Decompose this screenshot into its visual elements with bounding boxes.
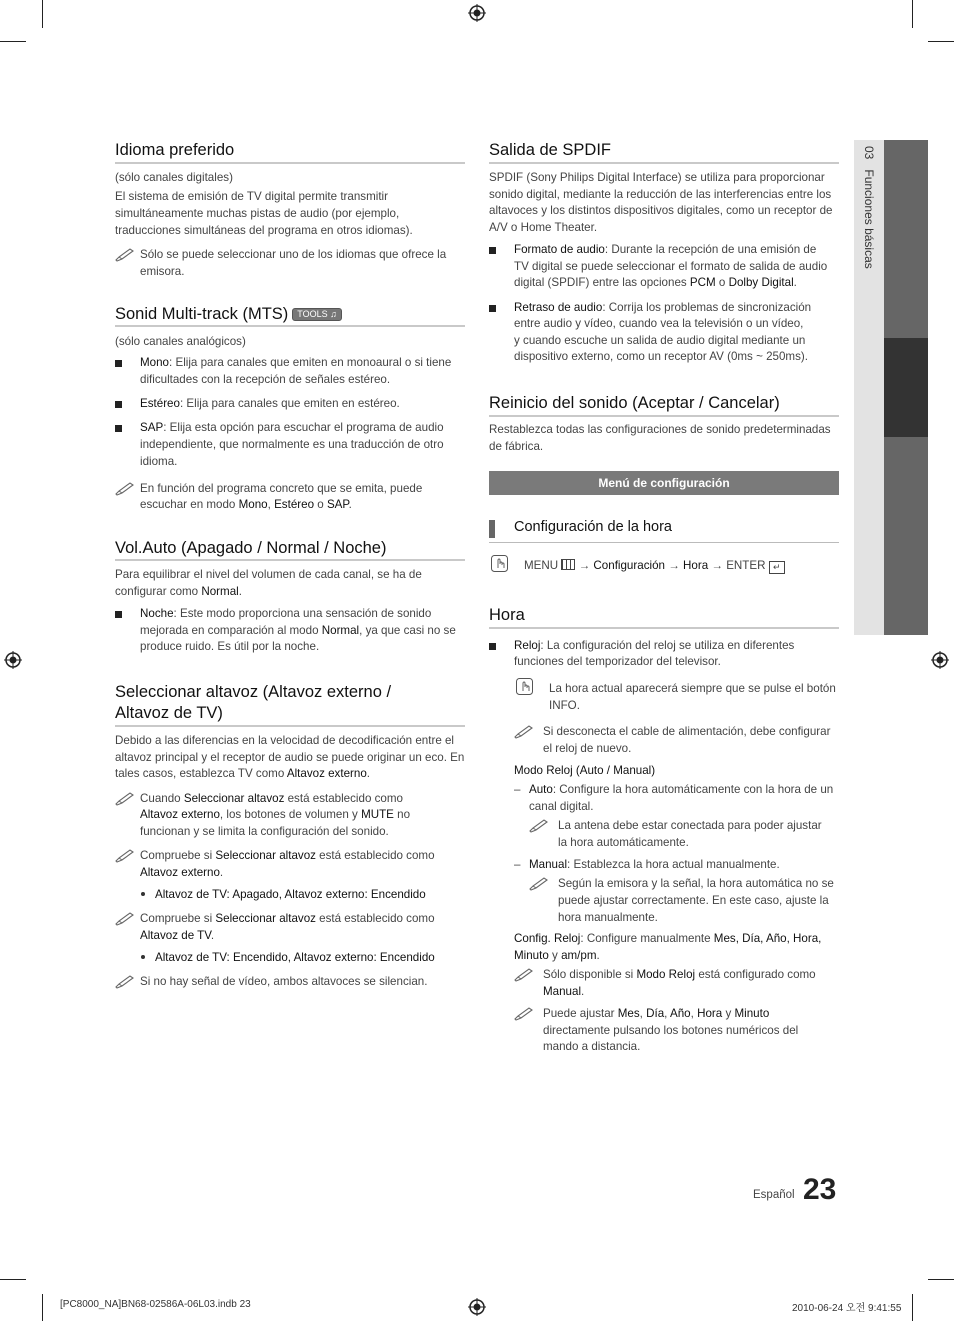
list-item-line: independiente, que normalmente es una traducción de otro <box>140 438 444 451</box>
bullet-icon <box>489 643 496 650</box>
list-item-line: funciones del temporizador del televisor. <box>514 655 721 668</box>
list-item: Noche: Este modo proporciona una sensación de sonido <box>140 607 432 620</box>
bullet-icon <box>115 360 122 367</box>
note-pencil-icon <box>115 248 135 262</box>
list-item: Reloj: La configuración del reloj se utiliza en diferentes <box>514 639 795 652</box>
registration-mark-icon <box>931 651 949 669</box>
bullet-icon <box>489 305 496 312</box>
tools-badge: TOOLS ♫ <box>292 308 342 321</box>
section-title-volauto: Vol.Auto (Apagado / Normal / Noche) <box>115 539 387 557</box>
list-item-line: digital (SPDIF) entre las opciones PCM o Dolby Digital. <box>514 276 797 289</box>
section-title-altavoz-cont: Altavoz de TV) <box>115 704 223 722</box>
section-rule <box>115 325 465 327</box>
section-title-mts: Sonid Multi-track (MTS) TOOLS ♫ <box>115 304 342 324</box>
note-line: Puede ajustar Mes, Día, Año, Hora y Minuto <box>543 1007 770 1020</box>
note-line: Cuando Seleccionar altavoz está establecido como <box>140 792 403 805</box>
body-line: altavoz principal y el receptor de audio se puede originar un eco. En <box>115 751 465 764</box>
body-line: sonido digital, mediante la reducción de las interferencias entre los <box>489 188 832 201</box>
list-item: Retraso de audio: Corrija los problemas de sincronización <box>514 301 812 314</box>
list-item: SAP: Elija esta opción para escuchar el programa de audio <box>140 421 444 434</box>
note-line: Altavoz externo, los botones de volumen y MUTE no <box>140 808 411 821</box>
footer-language: Español <box>753 1189 795 1201</box>
note-line: emisora. <box>140 265 185 278</box>
note-line: funcionan y se limita la configuración del sonido. <box>140 825 389 838</box>
list-item-line: dificultades con la recepción de señales estéreo. <box>140 373 391 386</box>
enter-icon: ↵ <box>769 561 785 574</box>
page-number: 23 <box>803 1173 837 1206</box>
dot-bullet-icon <box>141 955 145 959</box>
menu-icon <box>561 559 575 570</box>
subsection-marker <box>489 520 495 538</box>
note-line: hora manualmente. <box>558 911 658 924</box>
list-item-line: entre audio y vídeo, cuando vea la televisión o un vídeo, <box>514 317 804 330</box>
section-title-spdif: Salida de SPDIF <box>489 141 611 159</box>
crop-mark <box>0 41 26 42</box>
bullet-icon <box>115 611 122 618</box>
body-line: altavoces y los distintos dispositivos digitales, como un receptor de <box>489 204 833 217</box>
section-rule <box>489 542 839 543</box>
note-line: En función del programa concreto que se emita, puede <box>140 482 423 495</box>
print-slug-date: 2010-06-24 오전 9:41:55 <box>792 1303 902 1314</box>
hand-note-line: INFO. <box>549 699 580 712</box>
body-line: A/V o Home Theater. <box>489 221 598 234</box>
hand-touch-icon <box>516 678 533 695</box>
note-line: la hora automáticamente. <box>558 836 689 849</box>
crop-mark <box>912 0 913 28</box>
side-tab-block <box>884 140 928 338</box>
note-pencil-icon <box>115 849 135 863</box>
body-line: de fábrica. <box>489 440 544 453</box>
note-pencil-icon <box>514 1007 534 1021</box>
crop-mark <box>42 1294 43 1321</box>
section-title-idioma: Idioma preferido <box>115 141 235 159</box>
hand-note-line: La hora actual aparecerá siempre que se pulse el botón <box>549 682 836 695</box>
note-pencil-icon <box>514 968 534 982</box>
crop-mark <box>42 0 43 28</box>
note-line: Manual. <box>543 985 585 998</box>
crop-mark <box>0 1279 26 1280</box>
registration-mark-icon <box>4 651 22 669</box>
dash-bullet: – <box>514 783 521 796</box>
note-pencil-icon <box>529 819 549 833</box>
section-rule <box>489 415 839 417</box>
list-item: Estéreo: Elija para canales que emiten en estéreo. <box>140 397 400 410</box>
body-line: El sistema de emisión de TV digital permite transmitir <box>115 190 388 203</box>
body-line: simultáneamente muchas pistas de audio (por ejemplo, <box>115 207 400 220</box>
list-item-line: y cuando escuche un salida de audio digital mediante un <box>514 334 806 347</box>
note-line: escuchar en modo Mono, Estéreo o SAP. <box>140 498 352 511</box>
note-line: Según la emisora y la señal, la hora automática no se <box>558 877 834 890</box>
note-line: Compruebe si Seleccionar altavoz está establecido como <box>140 849 435 862</box>
note-pencil-icon <box>115 975 135 989</box>
note-line: Si no hay señal de vídeo, ambos altavoces se silencian. <box>140 975 428 988</box>
note-pencil-icon <box>115 912 135 926</box>
note-line: Si desconecta el cable de alimentación, debe configurar <box>543 725 831 738</box>
dot-item: Altavoz de TV: Encendido, Altavoz externo: Encendido <box>155 951 435 964</box>
note-line: Compruebe si Seleccionar altavoz está establecido como <box>140 912 435 925</box>
scope-text: (sólo canales analógicos) <box>115 335 246 348</box>
bullet-icon <box>489 247 496 254</box>
body-line: tales casos, establezca TV como Altavoz externo. <box>115 767 371 780</box>
crop-mark <box>928 41 954 42</box>
list-item-line: TV digital se puede seleccionar el formato de salida de audio <box>514 260 828 273</box>
note-line: Sólo disponible si Modo Reloj está configurado como <box>543 968 816 981</box>
list-item: Manual: Establezca la hora actual manualmente. <box>529 858 780 871</box>
subheading: Modo Reloj (Auto / Manual) <box>514 764 656 777</box>
config-reloj-line: Config. Reloj: Configure manualmente Mes, Día, Año, Hora, <box>514 932 822 945</box>
body-line: Para equilibrar el nivel del volumen de cada canal, se ha de <box>115 568 422 581</box>
body-line: configurar como Normal. <box>115 585 242 598</box>
note-line: La antena debe estar conectada para poder ajustar <box>558 819 822 832</box>
note-pencil-icon <box>115 482 135 496</box>
list-item-line: mejorada en comparación al modo Normal, ya que casi no se <box>140 624 456 637</box>
body-line: SPDIF (Sony Philips Digital Interface) se utiliza para proporcionar <box>489 171 825 184</box>
body-line: Debido a las diferencias en la velocidad de decodificación entre el <box>115 734 455 747</box>
list-item: Auto: Configure la hora automáticamente con la hora de un <box>529 783 834 796</box>
section-rule <box>115 725 465 727</box>
note-line: el reloj de nuevo. <box>543 742 632 755</box>
dot-item: Altavoz de TV: Apagado, Altavoz externo: Encendido <box>155 888 426 901</box>
section-rule <box>115 162 465 164</box>
hand-touch-icon <box>491 555 508 572</box>
note-pencil-icon <box>529 877 549 891</box>
body-line: Restablezca todas las configuraciones de sonido predeterminadas <box>489 423 831 436</box>
list-item-line: produce ruido. Es útil por la noche. <box>140 640 320 653</box>
note-line: Altavoz externo. <box>140 866 224 879</box>
section-rule <box>489 627 839 629</box>
scope-text: (sólo canales digitales) <box>115 171 233 184</box>
section-rule <box>115 559 465 561</box>
note-line: Altavoz de TV. <box>140 929 215 942</box>
side-tab-active-block <box>884 338 928 437</box>
side-tab-label: 03 Funciones básicas <box>862 146 876 269</box>
note-pencil-icon <box>514 725 534 739</box>
crop-mark <box>928 1279 954 1280</box>
note-line: puede ajustar correctamente. En este caso, ajuste la <box>558 894 829 907</box>
print-slug-file: [PC8000_NA]BN68-02586A-06L03.indb 23 <box>60 1299 251 1310</box>
list-item-line: idioma. <box>140 455 178 468</box>
list-item-line: canal digital. <box>529 800 594 813</box>
crop-mark <box>912 1294 913 1321</box>
section-title-hora: Hora <box>489 606 525 624</box>
note-line: Sólo se puede seleccionar uno de los idiomas que ofrece la <box>140 248 447 261</box>
subsection-title: Configuración de la hora <box>514 519 672 535</box>
note-pencil-icon <box>115 792 135 806</box>
dash-bullet: – <box>514 858 521 871</box>
list-item: Mono: Elija para canales que emiten en monoaural o si tiene <box>140 356 452 369</box>
section-title-reinicio: Reinicio del sonido (Aceptar / Cancelar) <box>489 394 780 412</box>
bullet-icon <box>115 401 122 408</box>
note-line: mando a distancia. <box>543 1040 641 1053</box>
section-title-altavoz: Seleccionar altavoz (Altavoz externo / <box>115 683 392 701</box>
bullet-icon <box>115 425 122 432</box>
tools-icon: ♫ <box>330 309 337 319</box>
list-item-line: dispositivo externo, como un receptor AV (0ms ~ 250ms). <box>514 350 808 363</box>
registration-mark-icon <box>468 1298 486 1316</box>
registration-mark-icon <box>468 4 486 22</box>
menu-path: MENU → Configuración → Hora → ENTER ↵ <box>524 558 785 574</box>
body-line: traducciones simultáneas del programa en otros idiomas). <box>115 224 413 237</box>
config-reloj-line: Minuto y am/pm. <box>514 949 600 962</box>
section-rule <box>489 162 839 164</box>
dot-bullet-icon <box>141 892 145 896</box>
menu-section-bar: Menú de configuración <box>489 471 839 495</box>
side-tab-block <box>884 437 928 635</box>
note-line: directamente pulsando los botones numéricos del <box>543 1024 799 1037</box>
list-item: Formato de audio: Durante la recepción de una emisión de <box>514 243 817 256</box>
